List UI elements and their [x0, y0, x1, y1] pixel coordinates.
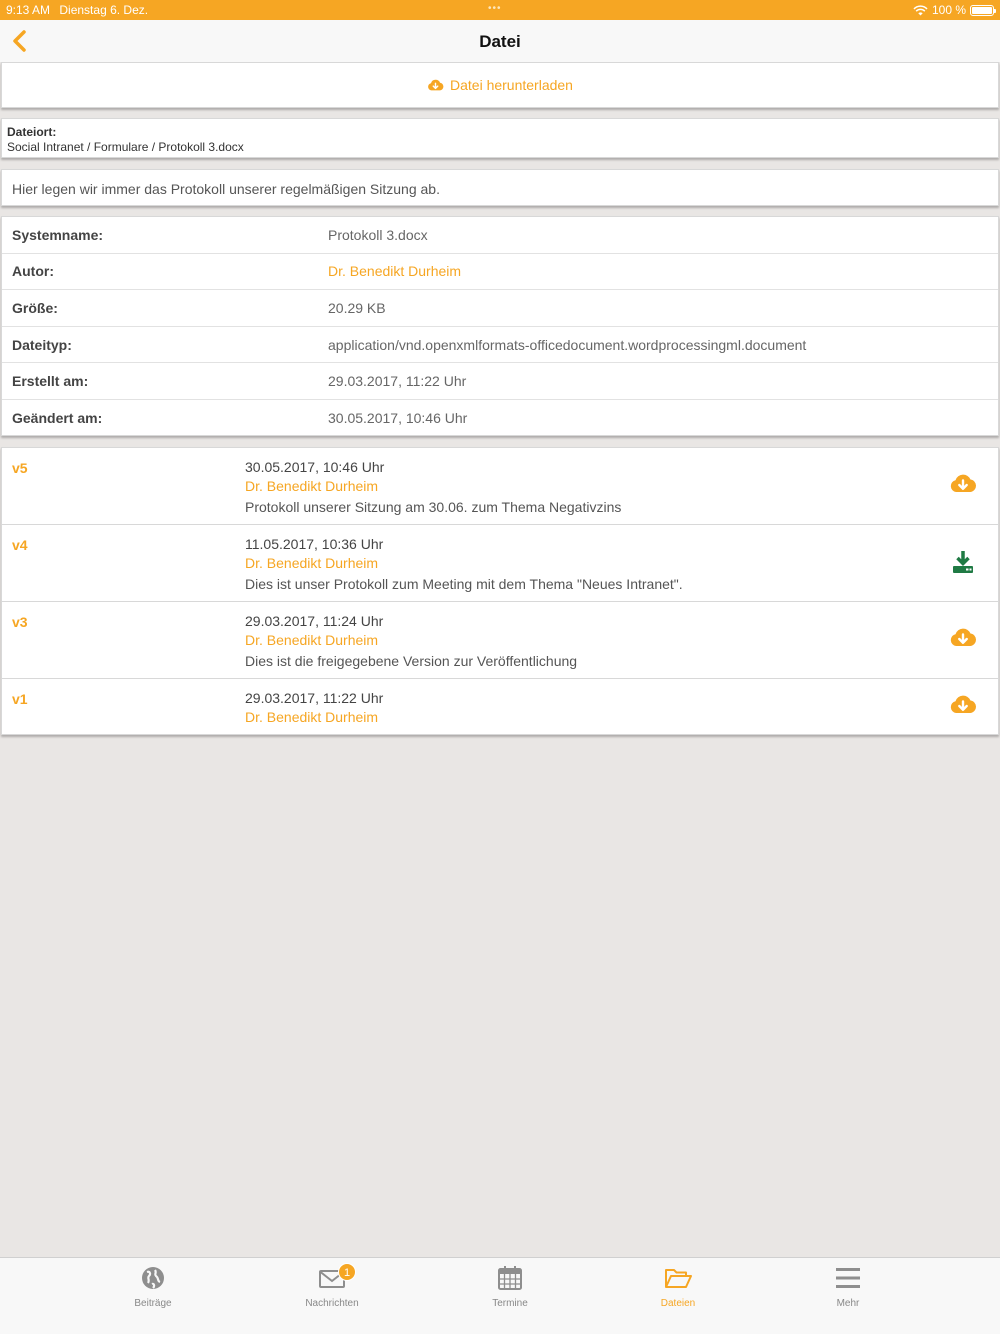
calendar-icon: [496, 1264, 524, 1292]
info-key: Dateityp:: [12, 336, 72, 353]
tab-bar: [0, 1257, 1000, 1334]
cloud-download-icon: [427, 77, 444, 94]
info-row-author: [2, 254, 998, 291]
author-link[interactable]: Dr. Benedikt Durheim: [328, 263, 462, 280]
tab-label: Beiträge: [134, 1298, 172, 1309]
globe-icon: [139, 1264, 167, 1292]
info-value: 29.03.2017, 11:22 Uhr: [328, 373, 467, 390]
info-value: Protokoll 3.docx: [328, 226, 428, 243]
info-value: 30.05.2017, 10:46 Uhr: [328, 410, 468, 427]
version-comment: Protokoll unserer Sitzung am 30.06. zum Thema Negativzins: [245, 499, 622, 515]
version-date: 30.05.2017, 10:46 Uhr: [245, 459, 385, 475]
info-value: application/vnd.openxmlformats-officedocument.wordprocessingml.document: [328, 336, 807, 353]
tab-label: Mehr: [836, 1298, 860, 1309]
status-right: [913, 3, 994, 17]
battery-percent: 100 %: [931, 3, 966, 17]
info-value: 20.29 KB: [328, 299, 386, 316]
multitask-dots[interactable]: •••: [488, 3, 502, 14]
version-author-link[interactable]: Dr. Benedikt Durheim: [245, 555, 379, 571]
info-row-filetype: [2, 327, 998, 364]
file-description-card: [1, 169, 999, 206]
tab-mehr[interactable]: [788, 1264, 908, 1309]
version-date: 29.03.2017, 11:22 Uhr: [245, 690, 384, 706]
version-row[interactable]: [2, 679, 998, 734]
download-file-button[interactable]: [1, 62, 999, 108]
version-author-link[interactable]: Dr. Benedikt Durheim: [245, 632, 379, 648]
file-info-table: [1, 216, 999, 436]
download-file-label: Datei herunterladen: [450, 77, 573, 93]
file-location-label: Dateiort:: [7, 125, 57, 139]
cloud-download-icon[interactable]: [949, 692, 977, 718]
status-left: [6, 3, 154, 17]
info-key: Erstellt am:: [12, 373, 89, 390]
version-row[interactable]: [2, 602, 998, 679]
downloaded-check-icon[interactable]: [949, 549, 977, 575]
info-row-created: [2, 363, 998, 400]
tab-beitraege[interactable]: [93, 1264, 213, 1309]
version-row[interactable]: [2, 525, 998, 602]
version-comment: Dies ist unser Protokoll zum Meeting mit dem Thema "Neues Intranet".: [245, 576, 683, 592]
battery-icon: [970, 5, 994, 16]
file-location-path: Social Intranet / Formulare / Protokoll 3.docx: [7, 140, 244, 154]
info-key: Geändert am:: [12, 410, 103, 427]
tab-label: Nachrichten: [305, 1298, 359, 1309]
cloud-download-icon[interactable]: [949, 471, 977, 497]
status-time: 9:13 AM: [6, 3, 51, 17]
version-comment: Dies ist die freigegebene Version zur Veröffentlichung: [245, 653, 578, 669]
version-author-link[interactable]: Dr. Benedikt Durheim: [245, 709, 379, 725]
tab-dateien[interactable]: [618, 1264, 738, 1309]
cloud-download-icon[interactable]: [949, 625, 977, 651]
status-bar: [0, 0, 1000, 20]
navigation-bar: [0, 20, 1000, 62]
wifi-icon: [913, 5, 928, 16]
version-date: 29.03.2017, 11:24 Uhr: [245, 613, 384, 629]
info-key: Größe:: [12, 299, 58, 316]
info-row-size: [2, 290, 998, 327]
version-tag: v3: [12, 614, 28, 630]
unread-badge: 1: [338, 1263, 356, 1281]
folder-open-icon: [664, 1264, 692, 1292]
info-key: Systemname:: [12, 226, 104, 243]
version-tag: v1: [12, 691, 28, 707]
tab-label: Termine: [492, 1298, 528, 1309]
info-row-modified: [2, 400, 998, 437]
tab-label: Dateien: [660, 1298, 696, 1309]
info-key: Autor:: [12, 263, 54, 280]
menu-icon: [834, 1264, 862, 1292]
file-location-card: [1, 118, 999, 158]
tab-termine[interactable]: [450, 1264, 570, 1309]
tab-nachrichten[interactable]: [272, 1264, 392, 1309]
file-description: Hier legen wir immer das Protokoll unserer regelmäßigen Sitzung ab.: [12, 181, 440, 197]
page-title: Datei: [479, 32, 521, 51]
version-author-link[interactable]: Dr. Benedikt Durheim: [245, 478, 379, 494]
version-row[interactable]: [2, 448, 998, 525]
status-date: Dienstag 6. Dez.: [59, 3, 149, 17]
version-date: 11.05.2017, 10:36 Uhr: [245, 536, 384, 552]
info-row-systemname: [2, 217, 998, 254]
version-tag: v5: [12, 460, 28, 476]
version-list: [1, 447, 999, 735]
version-tag: v4: [12, 537, 28, 553]
